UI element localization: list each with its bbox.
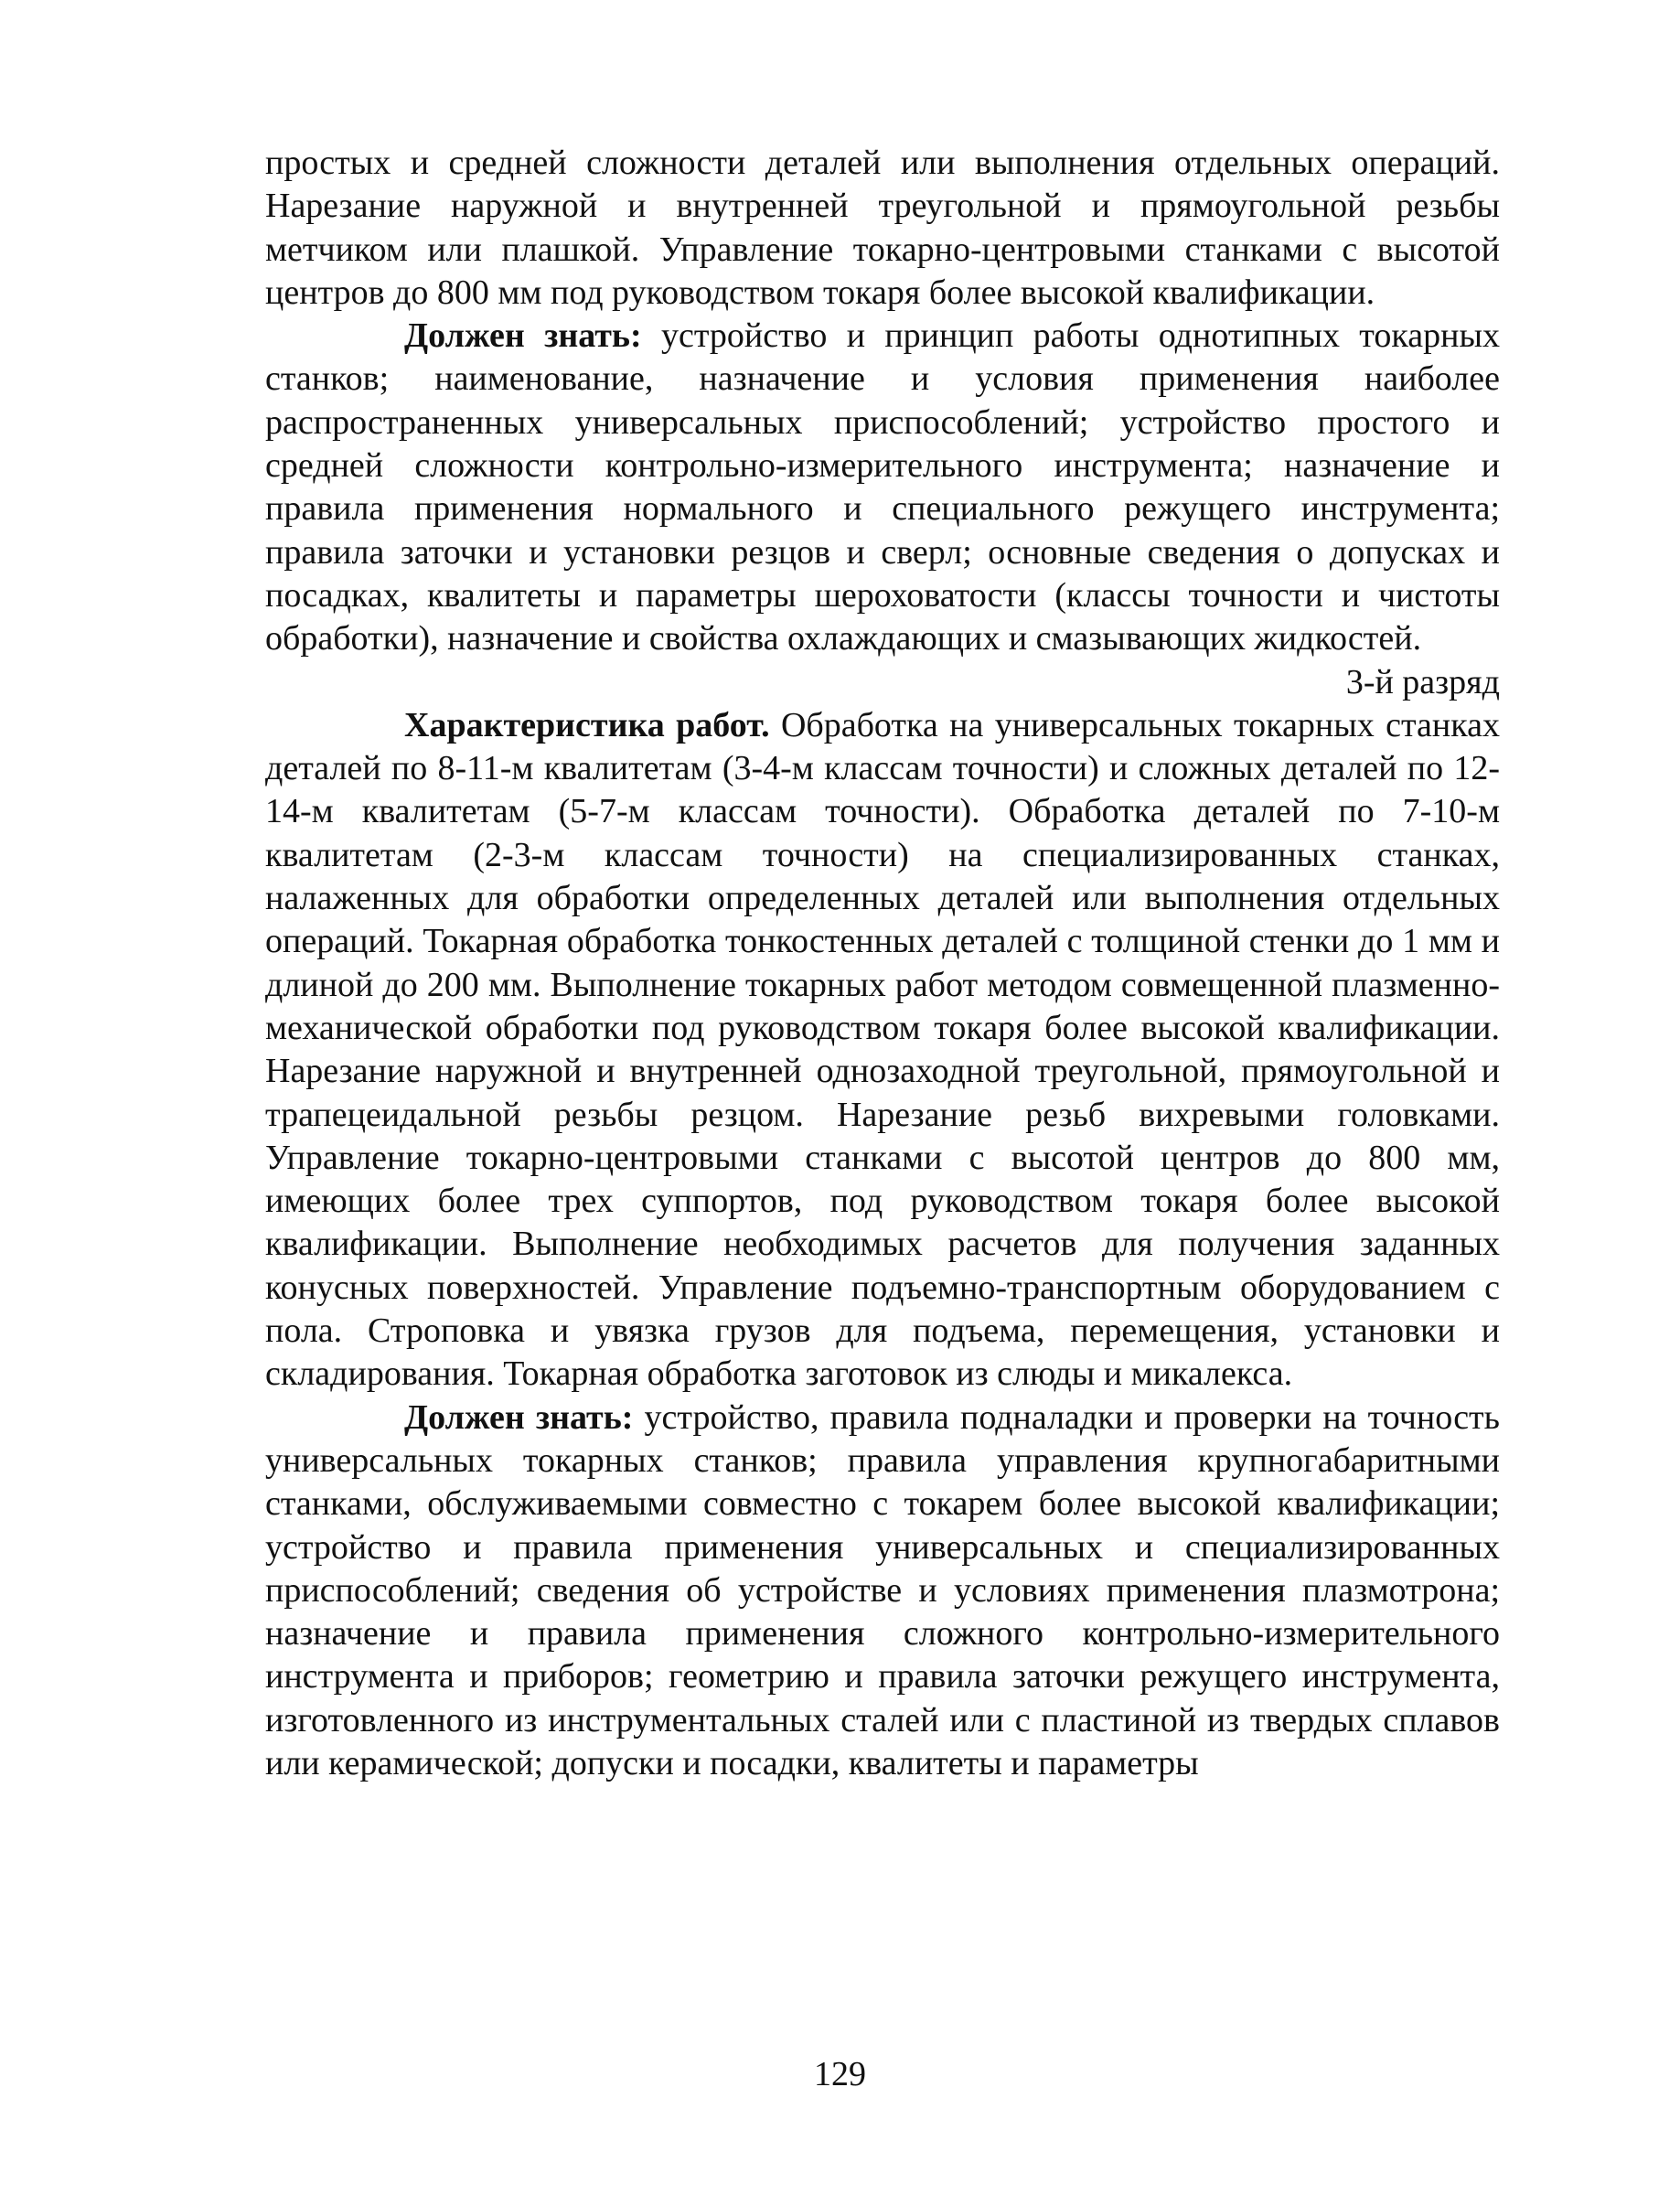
grade-heading: 3-й разряд xyxy=(1345,662,1500,701)
paragraph-body: устройство и принцип работы однотипных токарных станков; наименование, назначение и условия применения наиболее распространенных универсальных приспособлений; устройство простого и средней сложности контрольно-измерительного инструмента; назначение и правила применения нормального и специального режущего инструмента; правила заточки и установки резцов и сверл; основные сведения о допусках и посадках, квалитеты и параметры шероховатости (классы точности и чистоты обработки), назначение и свойства охлаждающих и смазывающих жидкостей. xyxy=(265,316,1501,658)
paragraph-must-know-3rd-grade xyxy=(265,1397,1500,1786)
paragraph-work-characteristics xyxy=(265,704,1500,1397)
paragraph-continuation: простых и средней сложности деталей или выполнения отдельных операций. Нарезание наружной и внутренней треугольной и прямоугольной резьбы метчиком или плашкой. Управление токарно-центровыми станками с высотой центров до 800 мм под руководством токаря более высокой квалификации. xyxy=(265,144,1500,312)
paragraph-lead: Должен знать: xyxy=(404,1397,634,1437)
paragraph-must-know-2nd-grade xyxy=(265,315,1500,660)
page-number: 129 xyxy=(814,2055,866,2093)
paragraph-body: Обработка на универсальных токарных станках деталей по 8-11-м квалитетам (3-4-м классам точности) и сложных деталей по 12-14-м квалитетам (5-7-м классам точности). Обработка деталей по 7-10-м квалитетам (2-3-м классам точности) на специализированных станках, налаженных для обработки определенных деталей или выполнения отдельных операций. Токарная обработка тонкостенных деталей с толщиной стенки до 1 мм и длиной до 200 мм. Выполнение токарных работ методом совмещенной плазменно-механической обработки под руководством токаря более высокой квалификации. Нарезание наружной и внутренней однозаходной треугольной, прямоугольной и трапецеидальной резьбы резцом. Нарезание резьб вихревыми головками. Управление токарно-центровыми станками с высотой центров до 800 мм, имеющих более трех суппортов, под руководством токаря более высокой квалификации. Выполнение необходимых расчетов для получения заданных конусных поверхностей. Управление подъемно-транспортным оборудованием с пола. Строповка и увязка грузов для подъема, перемещения, установки и складирования. Токарная обработка заготовок из слюды и микалекса. xyxy=(265,705,1501,1394)
paragraph-lead: Характеристика работ. xyxy=(404,705,770,744)
paragraph-lead: Должен знать: xyxy=(404,316,642,356)
body-text xyxy=(265,142,1500,1785)
paragraph-body: устройство, правила подналадки и проверки на точность универсальных токарных станков; правила управления крупногабаритными станками, обслуживаемыми совместно с токарем более высокой квалификации; устройство и правила применения универсальных и специализированных приспособлений; сведения об устройстве и условиях применения плазмотрона; назначение и правила применения сложного контрольно-измерительного инструмента и приборов; геометрию и правила заточки режущего инструмента, изготовленного из инструментальных сталей или с пластиной из твердых сплавов или керамической; допуски и посадки, квалитеты и параметры xyxy=(265,1397,1500,1782)
